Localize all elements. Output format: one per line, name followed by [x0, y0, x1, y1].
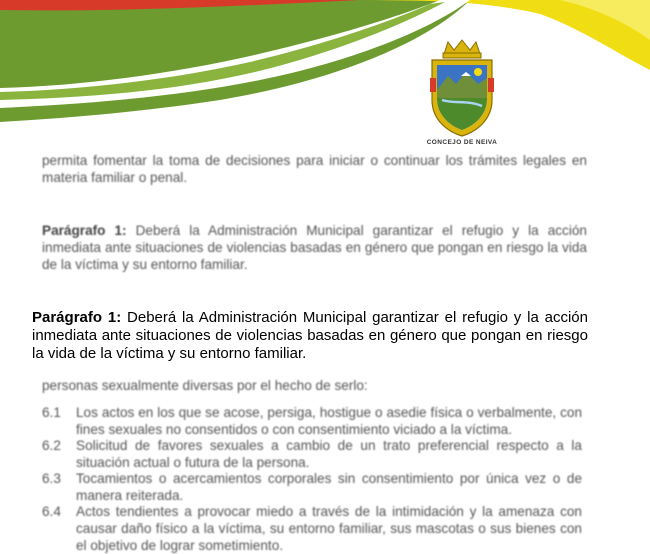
- list-item-number: 6.3: [42, 471, 61, 486]
- list-item-text: Tocamientos o acercamientos corporales sin consentimiento por única vez o de manera reiterada.: [76, 471, 582, 503]
- list-item-number: 6.2: [42, 438, 61, 453]
- blurred-paragraph-label: Parágrafo 1:: [42, 223, 127, 238]
- list-item-number: 6.4: [42, 504, 61, 519]
- list-item-text: Los actos en los que se acose, persiga, hostigue o asedie física o verbalmente, con fines sexuales no consentidos o con consentimiento viciado a la víctima.: [76, 405, 582, 437]
- blurred-text-fragment-top: permita fomentar la toma de decisiones para iniciar o continuar los trámites legales en materia familiar o penal.: [42, 153, 587, 185]
- coat-of-arms-icon: [428, 38, 496, 138]
- header-banner: [0, 0, 650, 140]
- blurred-text-fragment-mid: personas sexualmente diversas por el hecho de serlo:: [42, 378, 368, 393]
- highlighted-paragraph-label: Parágrafo 1:: [32, 309, 122, 326]
- list-item-text: Solicitud de favores sexuales a cambio de un trato preferencial respecto a la situación actual o futura de la persona.: [76, 438, 582, 470]
- highlighted-paragraph: [32, 309, 588, 363]
- list-item-text: Actos tendientes a provocar miedo a través de la intimidación y la amenaza con causar daño físico a la víctima, su entorno familiar, sus mascotas o sus bienes con el objetivo de lograr sometimiento.: [76, 504, 582, 553]
- highlighted-paragraph-text: Deberá la Administración Municipal garantizar el refugio y la acción inmediata ante situaciones de violencias basadas en género que pongan en riesgo la vida de la víctima y su entorno familiar.: [32, 309, 588, 362]
- list-item-number: 6.1: [42, 405, 61, 420]
- blurred-paragraph-text: Deberá la Administración Municipal garantizar el refugio y la acción inmediata ante situaciones de violencias basadas en género que pongan en riesgo la vida de la víctima y su entorno familiar.: [42, 223, 587, 272]
- seal-caption: CONCEJO DE NEIVA: [426, 139, 498, 146]
- blurred-paragraph: [42, 222, 587, 273]
